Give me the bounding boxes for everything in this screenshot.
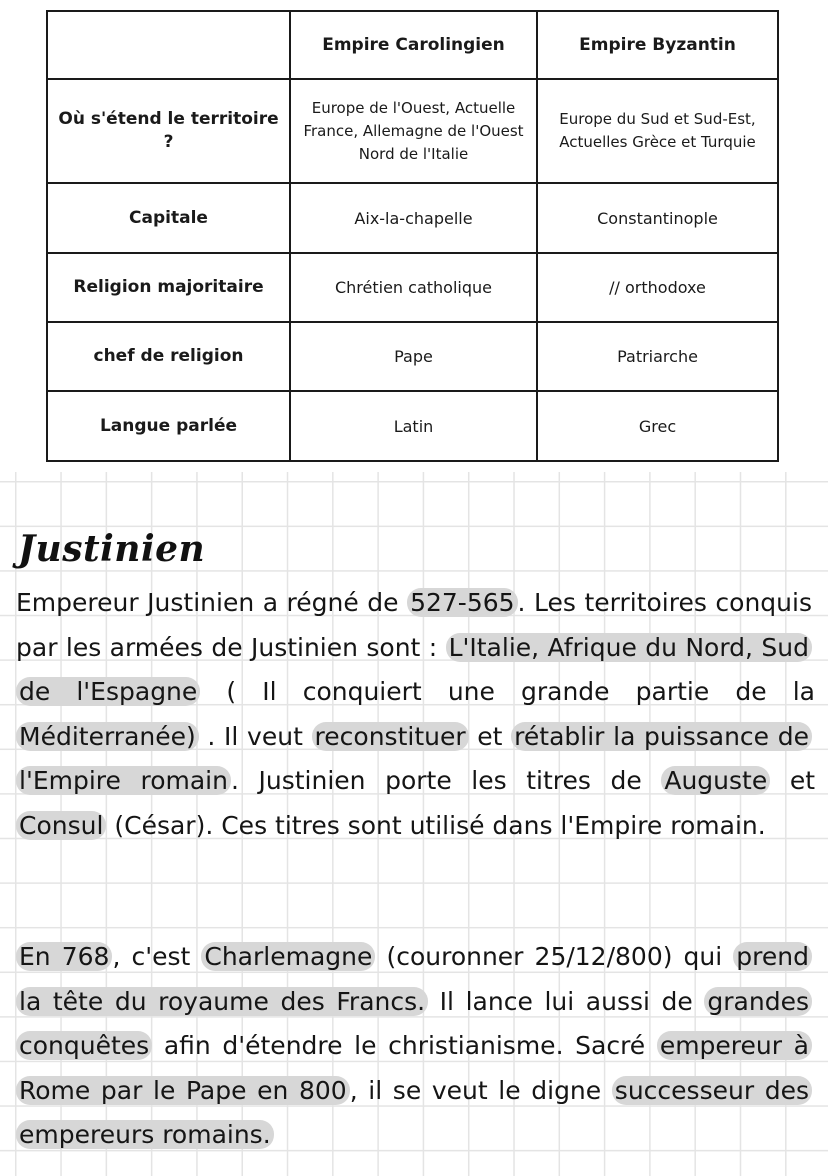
cell-byzantin-capitale: Constantinople xyxy=(537,183,778,253)
text-segment: Il lance lui aussi de xyxy=(428,986,705,1016)
notes-title: Justinien xyxy=(18,528,206,570)
row-label-langue: Langue parlée xyxy=(47,391,290,461)
highlight-segment: L'Italie, Afrique du Nord, Sud de l'Espagne xyxy=(16,633,812,707)
row-label-chef-religion: chef de religion xyxy=(47,322,290,391)
table-row xyxy=(47,79,778,183)
text-segment: . Les territoires conquis par les armées de Justinien sont : xyxy=(16,588,812,662)
text-segment: , il se veut le digne xyxy=(349,1075,612,1105)
text-segment: . Justinien porte les titres de xyxy=(230,766,662,795)
highlight-segment: prend la tête du royaume des Francs. xyxy=(16,942,812,1016)
text-segment: . Il veut xyxy=(198,721,312,751)
text-segment: afin d'étendre le christianisme. Sacré xyxy=(152,1031,657,1060)
highlight-segment: empereur à Rome par le Pape en 800 xyxy=(16,1031,812,1105)
text-segment: (César). Ces titres sont utilisé dans l'Empire romain. xyxy=(106,810,766,840)
cell-carolingien-religion: Chrétien catholique xyxy=(290,253,537,322)
header-empire-byzantin: Empire Byzantin xyxy=(537,11,778,79)
cell-carolingien-langue: Latin xyxy=(290,391,537,461)
highlight-segment: grandes conquêtes xyxy=(16,987,812,1061)
cell-carolingien-chef: Pape xyxy=(290,322,537,391)
header-empire-carolingien: Empire Carolingien xyxy=(290,11,537,79)
cell-byzantin-chef: Patriarche xyxy=(537,322,778,391)
table-row xyxy=(47,183,778,253)
text-segment: , c'est xyxy=(112,942,202,971)
paragraph-charlemagne xyxy=(16,935,812,1158)
row-label-capitale: Capitale xyxy=(47,183,290,253)
highlight-segment: 527-565 xyxy=(407,588,517,617)
highlight-segment: Charlemagne xyxy=(201,942,375,971)
text-segment: ( Il conquiert une grande partie de la xyxy=(200,677,815,706)
text-segment: et xyxy=(468,721,512,751)
cell-carolingien-capitale: Aix-la-chapelle xyxy=(290,183,537,253)
row-label-religion: Religion majoritaire xyxy=(47,253,290,322)
cell-byzantin-langue: Grec xyxy=(537,391,778,461)
highlight-segment: Auguste xyxy=(661,766,770,795)
row-label-territoire: Où s'étend le territoire ? xyxy=(47,79,290,183)
cell-byzantin-territoire: Europe du Sud et Sud-Est, Actuelles Grèce et Turquie xyxy=(537,79,778,183)
table-row xyxy=(47,322,778,391)
highlight-segment: successeur des empereurs romains. xyxy=(16,1076,812,1150)
table-header-row xyxy=(47,11,778,79)
paragraph-justinien xyxy=(16,581,816,848)
text-segment: (couronner 25/12/800) qui xyxy=(375,942,734,971)
cell-carolingien-territoire: Europe de l'Ouest, Actuelle France, Allemagne de l'Ouest Nord de l'Italie xyxy=(290,79,537,183)
text-segment: et xyxy=(770,766,816,795)
highlight-segment: rétablir la puissance de l'Empire romain xyxy=(16,722,812,796)
comparison-table xyxy=(46,10,779,462)
table-row xyxy=(47,253,778,322)
text-segment: Empereur Justinien a régné de xyxy=(16,588,408,617)
highlight-segment: Méditerranée) xyxy=(16,722,199,751)
header-empty-cell xyxy=(47,11,290,79)
table-row xyxy=(47,391,778,461)
cell-byzantin-religion: // orthodoxe xyxy=(537,253,778,322)
highlight-segment: reconstituer xyxy=(312,722,469,751)
highlight-segment: En 768 xyxy=(16,942,112,971)
highlight-segment: Consul xyxy=(16,811,106,840)
